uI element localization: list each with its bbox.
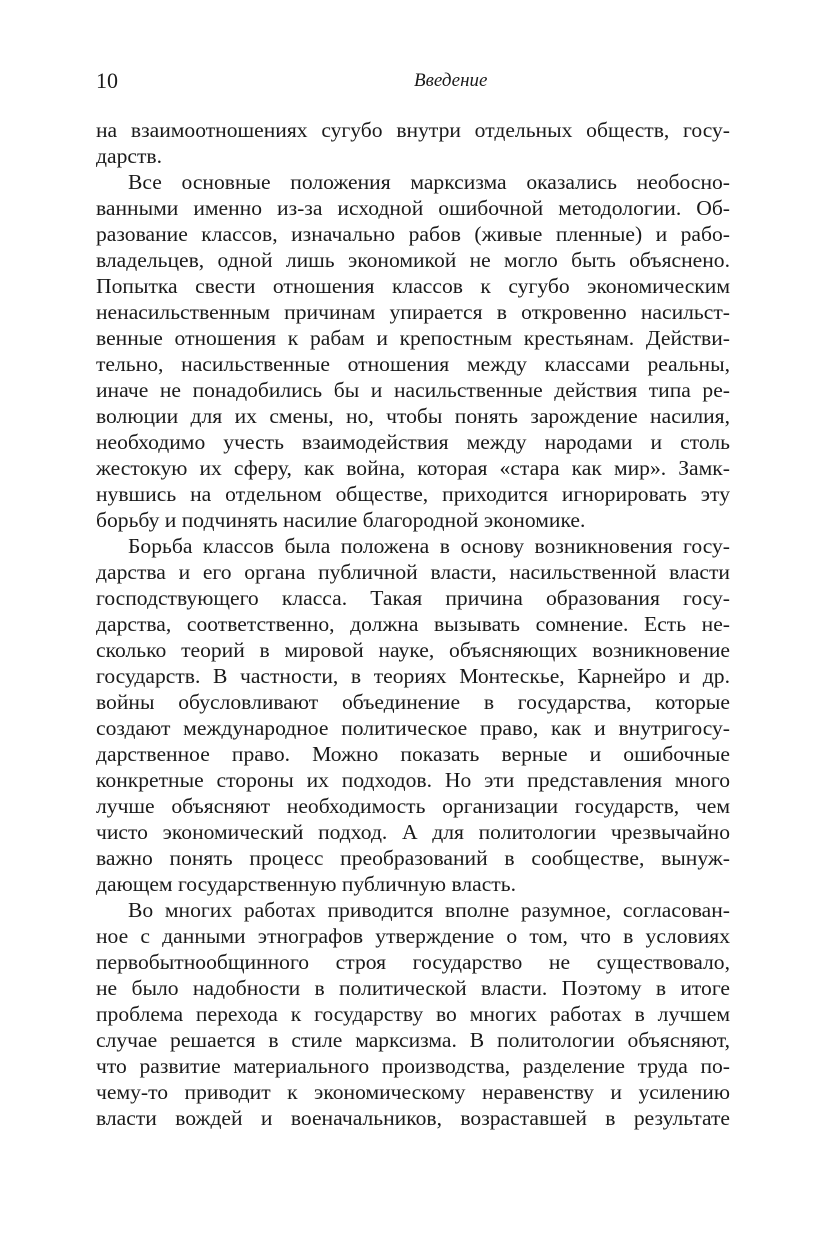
text-line: ванными именно из-за исходной ошибочной методологии. Об- <box>96 196 730 220</box>
text-line: власти вождей и военачальников, возраставшей в результате <box>96 1106 730 1130</box>
paragraph <box>96 117 730 169</box>
paragraph <box>96 533 730 897</box>
text-line: проблема перехода к государству во многих работах в лучшем <box>96 1002 730 1026</box>
text-line: чему-то приводит к экономическому неравенству и усилению <box>96 1080 730 1104</box>
text-line: дарства и его органа публичной власти, насильственной власти <box>96 560 730 584</box>
text-line: борьбу и подчинять насилие благородной экономике. <box>96 508 586 532</box>
paragraph <box>96 897 730 1131</box>
text-line: жестокую их сферу, как война, которая «стара как мир». Замк- <box>96 456 730 480</box>
text-line: дарств. <box>96 144 162 168</box>
text-line: Все основные положения марксизма оказались необосно- <box>128 170 730 194</box>
text-line: необходимо учесть взаимодействия между народами и столь <box>96 430 730 454</box>
text-line: Во многих работах приводится вполне разумное, согласован- <box>128 898 730 922</box>
text-line: не было надобности в политической власти. Поэтому в итоге <box>96 976 730 1000</box>
text-line: дарства, соответственно, должна вызывать сомнение. Есть не- <box>96 612 730 636</box>
text-line: что развитие материального производства, разделение труда по- <box>96 1054 730 1078</box>
text-line: создают международное политическое право, как и внутригосу- <box>96 716 730 740</box>
text-line: дающем государственную публичную власть. <box>96 872 516 896</box>
text-line: конкретные стороны их подходов. Но эти представления много <box>96 768 730 792</box>
text-line: тельно, насильственные отношения между классами реальны, <box>96 352 730 376</box>
text-line: войны обусловливают объединение в государства, которые <box>96 690 730 714</box>
text-line: ное с данными этнографов утверждение о том, что в условиях <box>96 924 730 948</box>
paragraph <box>96 169 730 533</box>
text-line: случае решается в стиле марксизма. В политологии объясняют, <box>96 1028 730 1052</box>
text-line: разование классов, изначально рабов (живые пленные) и рабо- <box>96 222 730 246</box>
text-line: государств. В частности, в теориях Монтескье, Карнейро и др. <box>96 664 730 688</box>
text-line: лучше объясняют необходимость организации государств, чем <box>96 794 730 818</box>
text-line: чисто экономический подход. А для политологии чрезвычайно <box>96 820 730 844</box>
text-line: на взаимоотношениях сугубо внутри отдельных обществ, госу- <box>96 118 730 142</box>
text-line: ненасильственным причинам упирается в откровенно насильст- <box>96 300 730 324</box>
text-line: важно понять процесс преобразований в сообществе, вынуж- <box>96 846 730 870</box>
text-line: господствующего класса. Такая причина образования госу- <box>96 586 730 610</box>
page-number: 10 <box>96 68 118 93</box>
text-line: сколько теорий в мировой науке, объясняющих возникновение <box>96 638 730 662</box>
text-line: венные отношения к рабам и крепостным крестьянам. Действи- <box>96 326 730 350</box>
text-line: дарственное право. Можно показать верные и ошибочные <box>96 742 730 766</box>
text-line: владельцев, одной лишь экономикой не могло быть объяснено. <box>96 248 730 272</box>
text-line: нувшись на отдельном обществе, приходится игнорировать эту <box>96 482 730 506</box>
text-line: Попытка свести отношения классов к сугубо экономическим <box>96 274 730 298</box>
chapter-title: Введение <box>414 70 488 91</box>
text-line: иначе не понадобились бы и насильственные действия типа ре- <box>96 378 730 402</box>
body-text <box>96 117 730 1131</box>
text-line: волюции для их смены, но, чтобы понять зарождение насилия, <box>96 404 730 428</box>
running-header <box>96 66 730 96</box>
text-line: первобытнообщинного строя государство не существовало, <box>96 950 730 974</box>
text-line: Борьба классов была положена в основу возникновения госу- <box>128 534 730 558</box>
